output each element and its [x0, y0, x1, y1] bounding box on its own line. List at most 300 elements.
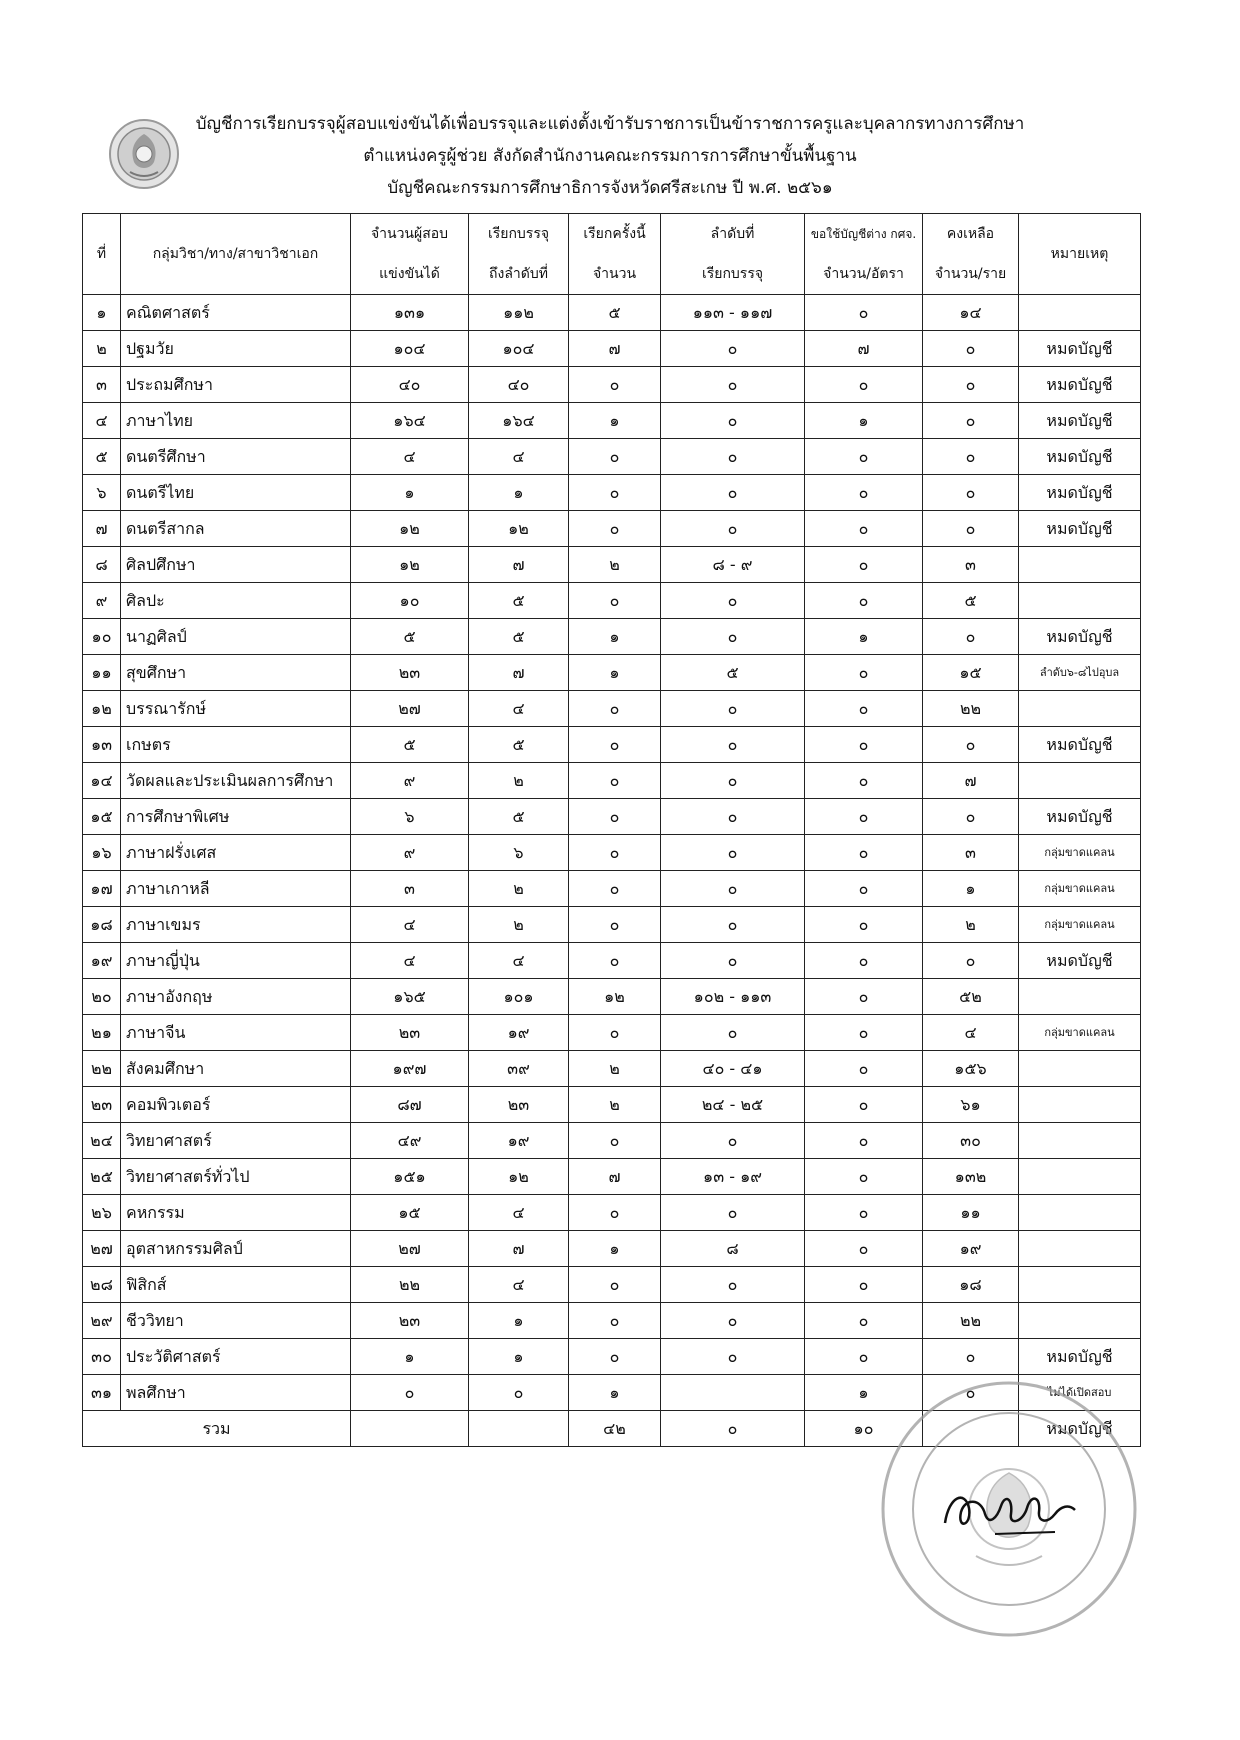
cell-passed: ๑ — [351, 475, 469, 511]
cell-called-to: ๔ — [469, 439, 569, 475]
cell-passed: ๒๒ — [351, 1267, 469, 1303]
cell-order: ๐ — [661, 403, 805, 439]
cell-no: ๒๓ — [83, 1087, 121, 1123]
cell-order: ๐ — [661, 1267, 805, 1303]
cell-order: ๐ — [661, 1015, 805, 1051]
cell-no: ๒๒ — [83, 1051, 121, 1087]
cell-subject: ภาษาอังกฤษ — [121, 979, 351, 1015]
cell-other-list: ๐ — [805, 691, 923, 727]
cell-remaining: ๐ — [923, 367, 1019, 403]
cell-remark — [1019, 1303, 1141, 1339]
cell-passed: ๑๖๔ — [351, 403, 469, 439]
cell-called-to: ๑ — [469, 475, 569, 511]
cell-called-now: ๐ — [569, 763, 661, 799]
cell-passed: ๙ — [351, 835, 469, 871]
cell-passed: ๓ — [351, 871, 469, 907]
cell-remark: หมดบัญชี — [1019, 403, 1141, 439]
cell-remaining: ๔ — [923, 1015, 1019, 1051]
cell-remaining: ๕๒ — [923, 979, 1019, 1015]
cell-remark — [1019, 691, 1141, 727]
table-row — [83, 1159, 1141, 1195]
cell-called-to: ๑ — [469, 1339, 569, 1375]
col-header-sublabel: จำนวน/อัตรา — [823, 266, 904, 282]
cell-called-to: ๑๒ — [469, 1159, 569, 1195]
cell-called-now: ๑๒ — [569, 979, 661, 1015]
col-header-sublabel: จำนวน/ราย — [934, 266, 1007, 282]
cell-order: ๐ — [661, 1303, 805, 1339]
cell-order: ๘ - ๙ — [661, 547, 805, 583]
cell-called-now: ๑ — [569, 655, 661, 691]
cell-remaining: ๐ — [923, 799, 1019, 835]
cell-other-list: ๐ — [805, 1339, 923, 1375]
cell-remaining: ๐ — [923, 331, 1019, 367]
cell-subject: วัดผลและประเมินผลการศึกษา — [121, 763, 351, 799]
cell-remaining: ๐ — [923, 403, 1019, 439]
cell-no: ๑๗ — [83, 871, 121, 907]
cell-remark: ลำดับ๖-๘ไปอุบล — [1019, 655, 1141, 691]
cell-other-list: ๑ — [805, 403, 923, 439]
cell-other-list: ๐ — [805, 1267, 923, 1303]
table-row — [83, 799, 1141, 835]
cell-called-to: ๑ — [469, 1303, 569, 1339]
table-row — [83, 439, 1141, 475]
cell-order: ๐ — [661, 799, 805, 835]
cell-subject: ภาษาญี่ปุ่น — [121, 943, 351, 979]
table-row — [83, 583, 1141, 619]
cell-order: ๐ — [661, 439, 805, 475]
header-title-line-2: ตำแหน่งครูผู้ช่วย สังกัดสำนักงานคณะกรรมการการศึกษาขั้นพื้นฐาน — [363, 146, 857, 166]
cell-remark: กลุ่มขาดแคลน — [1019, 871, 1141, 907]
total-called: ๔๒ — [569, 1411, 661, 1447]
cell-passed: ๕ — [351, 727, 469, 763]
cell-called-to: ๕ — [469, 727, 569, 763]
cell-subject: ศิลปศึกษา — [121, 547, 351, 583]
cell-remark: ไม่ได้เปิดสอบ — [1019, 1375, 1141, 1411]
cell-called-now: ๑ — [569, 1375, 661, 1411]
cell-order: ๐ — [661, 1195, 805, 1231]
cell-order: ๐ — [661, 619, 805, 655]
cell-other-list: ๐ — [805, 835, 923, 871]
cell-called-to: ๐ — [469, 1375, 569, 1411]
cell-other-list: ๐ — [805, 979, 923, 1015]
col-header-sublabel: จำนวน — [592, 266, 637, 282]
cell-no: ๑๓ — [83, 727, 121, 763]
cell-other-list: ๐ — [805, 655, 923, 691]
col-header-label: คงเหลือ — [946, 226, 995, 242]
cell-called-now: ๐ — [569, 439, 661, 475]
col-header-remark — [1019, 214, 1141, 295]
cell-passed: ๒๗ — [351, 1231, 469, 1267]
cell-passed: ๑๐ — [351, 583, 469, 619]
cell-subject: ปฐมวัย — [121, 331, 351, 367]
cell-called-now: ๐ — [569, 1123, 661, 1159]
cell-other-list: ๐ — [805, 1231, 923, 1267]
cell-remark: กลุ่มขาดแคลน — [1019, 1015, 1141, 1051]
cell-remaining: ๒๒ — [923, 691, 1019, 727]
cell-other-list: ๐ — [805, 547, 923, 583]
cell-order: ๐ — [661, 727, 805, 763]
cell-no: ๒ — [83, 331, 121, 367]
total-cell-empty — [351, 1411, 469, 1447]
cell-other-list: ๐ — [805, 727, 923, 763]
cell-subject: วิทยาศาสตร์ทั่วไป — [121, 1159, 351, 1195]
col-header-order — [661, 214, 805, 295]
cell-other-list: ๐ — [805, 1303, 923, 1339]
cell-passed: ๒๓ — [351, 1015, 469, 1051]
cell-subject: สังคมศึกษา — [121, 1051, 351, 1087]
cell-called-to: ๒ — [469, 907, 569, 943]
col-header-label: ลำดับที่ — [710, 226, 755, 242]
cell-passed: ๒๗ — [351, 691, 469, 727]
cell-order: ๐ — [661, 835, 805, 871]
col-header-label: เรียกบรรจุ — [487, 226, 550, 242]
cell-order: ๐ — [661, 1339, 805, 1375]
cell-order: ๐ — [661, 1123, 805, 1159]
cell-no: ๖ — [83, 475, 121, 511]
header-title-line-3: บัญชีคณะกรรมการศึกษาธิการจังหวัดศรีสะเกษ ปี พ.ศ. ๒๕๖๑ — [387, 178, 833, 198]
cell-called-now: ๐ — [569, 475, 661, 511]
cell-order: ๐ — [661, 871, 805, 907]
cell-remaining: ๑๓๒ — [923, 1159, 1019, 1195]
cell-other-list: ๐ — [805, 1159, 923, 1195]
cell-remark — [1019, 1051, 1141, 1087]
col-header-label: ขอใช้บัญชีต่าง กศจ. — [810, 227, 917, 241]
cell-remaining: ๓๐ — [923, 1123, 1019, 1159]
cell-order: ๐ — [661, 907, 805, 943]
cell-called-now: ๑ — [569, 403, 661, 439]
cell-passed: ๔๙ — [351, 1123, 469, 1159]
cell-order: ๑๐๒ - ๑๑๓ — [661, 979, 805, 1015]
cell-remaining: ๑ — [923, 871, 1019, 907]
cell-remark — [1019, 547, 1141, 583]
col-header-called-to — [469, 214, 569, 295]
signature-mark — [935, 1468, 1085, 1548]
cell-order: ๐ — [661, 691, 805, 727]
cell-no: ๑๒ — [83, 691, 121, 727]
table-row — [83, 367, 1141, 403]
cell-subject: นาฏศิลป์ — [121, 619, 351, 655]
cell-called-to: ๔ — [469, 691, 569, 727]
table-row — [83, 835, 1141, 871]
cell-subject: ชีววิทยา — [121, 1303, 351, 1339]
cell-remark: หมดบัญชี — [1019, 331, 1141, 367]
cell-other-list: ๐ — [805, 871, 923, 907]
cell-called-to: ๔ — [469, 943, 569, 979]
cell-other-list: ๐ — [805, 799, 923, 835]
cell-remaining: ๕ — [923, 583, 1019, 619]
cell-called-now: ๒ — [569, 547, 661, 583]
cell-called-now: ๑ — [569, 1231, 661, 1267]
cell-no: ๑๘ — [83, 907, 121, 943]
col-header-label: กลุ่มวิชา/ทาง/สาขาวิชาเอก — [152, 246, 319, 262]
header-title-line-1: บัญชีการเรียกบรรจุผู้สอบแข่งขันได้เพื่อบรรจุและแต่งตั้งเข้ารับราชการเป็นข้าราชการครูและบุคลากรทางการศึกษา — [195, 114, 1025, 134]
cell-remark: หมดบัญชี — [1019, 511, 1141, 547]
cell-remaining: ๑๙ — [923, 1231, 1019, 1267]
cell-remaining: ๑๕๖ — [923, 1051, 1019, 1087]
cell-remaining: ๓ — [923, 547, 1019, 583]
cell-passed: ๘๗ — [351, 1087, 469, 1123]
col-header-sublabel: เรียกบรรจุ — [701, 266, 764, 282]
cell-remark: หมดบัญชี — [1019, 943, 1141, 979]
cell-called-now: ๕ — [569, 295, 661, 331]
cell-called-to: ๗ — [469, 655, 569, 691]
cell-remark: หมดบัญชี — [1019, 439, 1141, 475]
cell-order: ๑๓ - ๑๙ — [661, 1159, 805, 1195]
cell-called-now: ๗ — [569, 1159, 661, 1195]
cell-remaining: ๓ — [923, 835, 1019, 871]
cell-remark — [1019, 583, 1141, 619]
cell-other-list: ๐ — [805, 907, 923, 943]
table-row — [83, 1267, 1141, 1303]
table-row — [83, 763, 1141, 799]
cell-remark — [1019, 1087, 1141, 1123]
cell-subject: ประถมศึกษา — [121, 367, 351, 403]
cell-order: ๐ — [661, 367, 805, 403]
cell-called-to: ๑๒ — [469, 511, 569, 547]
cell-subject: คอมพิวเตอร์ — [121, 1087, 351, 1123]
cell-called-now: ๗ — [569, 331, 661, 367]
total-order: ๐ — [661, 1411, 805, 1447]
cell-no: ๔ — [83, 403, 121, 439]
cell-other-list: ๐ — [805, 1051, 923, 1087]
cell-remark — [1019, 1195, 1141, 1231]
col-header-passed — [351, 214, 469, 295]
cell-other-list: ๑ — [805, 1375, 923, 1411]
cell-order: ๒๔ - ๒๕ — [661, 1087, 805, 1123]
cell-called-now: ๐ — [569, 871, 661, 907]
cell-subject: ฟิสิกส์ — [121, 1267, 351, 1303]
cell-passed: ๔ — [351, 439, 469, 475]
table-row — [83, 1231, 1141, 1267]
table-row — [83, 1087, 1141, 1123]
table-row — [83, 871, 1141, 907]
cell-remark — [1019, 1267, 1141, 1303]
cell-called-to: ๕ — [469, 799, 569, 835]
cell-remaining: ๐ — [923, 1339, 1019, 1375]
cell-passed: ๑๕ — [351, 1195, 469, 1231]
cell-remaining: ๒ — [923, 907, 1019, 943]
cell-passed: ๑๖๕ — [351, 979, 469, 1015]
cell-remark: หมดบัญชี — [1019, 367, 1141, 403]
cell-called-now: ๐ — [569, 727, 661, 763]
table-row — [83, 1339, 1141, 1375]
cell-subject: ดนตรีไทย — [121, 475, 351, 511]
cell-no: ๓๐ — [83, 1339, 121, 1375]
cell-called-now: ๑ — [569, 619, 661, 655]
cell-subject: ภาษาฝรั่งเศส — [121, 835, 351, 871]
cell-order: ๐ — [661, 763, 805, 799]
cell-called-now: ๐ — [569, 1015, 661, 1051]
cell-other-list: ๐ — [805, 367, 923, 403]
cell-other-list: ๐ — [805, 511, 923, 547]
cell-remaining: ๐ — [923, 511, 1019, 547]
cell-subject: คหกรรม — [121, 1195, 351, 1231]
cell-subject: อุตสาหกรรมศิลป์ — [121, 1231, 351, 1267]
cell-no: ๒๕ — [83, 1159, 121, 1195]
total-note: หมดบัญชี — [1019, 1411, 1141, 1447]
col-header-subject — [121, 214, 351, 295]
cell-remark — [1019, 1231, 1141, 1267]
col-header-label: หมายเหตุ — [1050, 246, 1109, 262]
cell-called-now: ๐ — [569, 1267, 661, 1303]
cell-remaining: ๐ — [923, 619, 1019, 655]
cell-subject: ดนตรีศึกษา — [121, 439, 351, 475]
cell-called-to: ๕ — [469, 619, 569, 655]
cell-other-list: ๐ — [805, 763, 923, 799]
cell-remaining: ๐ — [923, 943, 1019, 979]
cell-called-to: ๗ — [469, 547, 569, 583]
cell-remaining: ๐ — [923, 475, 1019, 511]
cell-no: ๑๐ — [83, 619, 121, 655]
cell-other-list: ๐ — [805, 943, 923, 979]
cell-other-list: ๑ — [805, 619, 923, 655]
table-row — [83, 1195, 1141, 1231]
cell-called-now: ๐ — [569, 943, 661, 979]
cell-passed: ๑๙๗ — [351, 1051, 469, 1087]
col-header-label: จำนวนผู้สอบ — [370, 226, 449, 242]
col-header-remaining — [923, 214, 1019, 295]
cell-passed: ๕ — [351, 619, 469, 655]
cell-order: ๐ — [661, 331, 805, 367]
col-header-called-now — [569, 214, 661, 295]
cell-passed: ๔๐ — [351, 367, 469, 403]
cell-called-to: ๗ — [469, 1231, 569, 1267]
col-header-other-list — [805, 214, 923, 295]
cell-subject: เกษตร — [121, 727, 351, 763]
cell-no: ๓๑ — [83, 1375, 121, 1411]
document-header — [80, 108, 1140, 204]
cell-subject: ภาษาไทย — [121, 403, 351, 439]
cell-no: ๒๐ — [83, 979, 121, 1015]
cell-no: ๒๗ — [83, 1231, 121, 1267]
cell-remaining: ๐ — [923, 1375, 1019, 1411]
cell-called-to: ๒ — [469, 871, 569, 907]
cell-order: ๐ — [661, 511, 805, 547]
cell-no: ๒๖ — [83, 1195, 121, 1231]
cell-passed: ๐ — [351, 1375, 469, 1411]
cell-called-now: ๐ — [569, 691, 661, 727]
col-header-sublabel: แข่งขันได้ — [379, 266, 440, 282]
cell-remaining: ๑๑ — [923, 1195, 1019, 1231]
table-body — [83, 295, 1141, 1411]
cell-no: ๑๖ — [83, 835, 121, 871]
table-row — [83, 943, 1141, 979]
cell-remaining: ๑๘ — [923, 1267, 1019, 1303]
col-header-sublabel: ถึงลำดับที่ — [489, 266, 548, 282]
cell-order: ๐ — [661, 943, 805, 979]
cell-called-to: ๒ — [469, 763, 569, 799]
cell-passed: ๙ — [351, 763, 469, 799]
cell-passed: ๑ — [351, 1339, 469, 1375]
cell-order: ๐ — [661, 475, 805, 511]
cell-other-list: ๐ — [805, 1195, 923, 1231]
cell-subject: ภาษาเขมร — [121, 907, 351, 943]
cell-other-list: ๐ — [805, 475, 923, 511]
cell-remaining: ๑๕ — [923, 655, 1019, 691]
table-row — [83, 403, 1141, 439]
cell-no: ๒๘ — [83, 1267, 121, 1303]
table-row — [83, 475, 1141, 511]
cell-remark: หมดบัญชี — [1019, 475, 1141, 511]
recruitment-table — [82, 213, 1141, 1447]
cell-passed: ๒๓ — [351, 1303, 469, 1339]
cell-passed: ๑๒ — [351, 511, 469, 547]
cell-called-to: ๔ — [469, 1195, 569, 1231]
cell-remaining: ๒๒ — [923, 1303, 1019, 1339]
cell-no: ๓ — [83, 367, 121, 403]
cell-subject: การศึกษาพิเศษ — [121, 799, 351, 835]
cell-subject: ดนตรีสากล — [121, 511, 351, 547]
cell-remark: หมดบัญชี — [1019, 1339, 1141, 1375]
cell-called-now: ๐ — [569, 511, 661, 547]
cell-called-now: ๒ — [569, 1051, 661, 1087]
table-row — [83, 727, 1141, 763]
cell-called-to: ๔ — [469, 1267, 569, 1303]
total-cell-empty — [469, 1411, 569, 1447]
cell-called-now: ๐ — [569, 583, 661, 619]
cell-order: ๕ — [661, 655, 805, 691]
cell-no: ๑๕ — [83, 799, 121, 835]
cell-called-now: ๐ — [569, 799, 661, 835]
cell-other-list: ๗ — [805, 331, 923, 367]
cell-remaining: ๐ — [923, 439, 1019, 475]
cell-called-now: ๐ — [569, 367, 661, 403]
table-row — [83, 655, 1141, 691]
cell-remark: กลุ่มขาดแคลน — [1019, 907, 1141, 943]
cell-subject: พลศึกษา — [121, 1375, 351, 1411]
cell-subject: ภาษาจีน — [121, 1015, 351, 1051]
cell-remark: กลุ่มขาดแคลน — [1019, 835, 1141, 871]
cell-subject: ศิลปะ — [121, 583, 351, 619]
cell-other-list: ๐ — [805, 1015, 923, 1051]
table-row — [83, 907, 1141, 943]
cell-no: ๑๔ — [83, 763, 121, 799]
cell-other-list: ๐ — [805, 439, 923, 475]
cell-order: ๐ — [661, 583, 805, 619]
cell-no: ๒๙ — [83, 1303, 121, 1339]
cell-other-list: ๐ — [805, 1123, 923, 1159]
cell-passed: ๔ — [351, 943, 469, 979]
cell-passed: ๒๓ — [351, 655, 469, 691]
table-row — [83, 619, 1141, 655]
cell-no: ๑ — [83, 295, 121, 331]
cell-remark — [1019, 295, 1141, 331]
cell-called-to: ๑๙ — [469, 1123, 569, 1159]
table-row — [83, 295, 1141, 331]
table-row — [83, 1015, 1141, 1051]
cell-remaining: ๐ — [923, 727, 1019, 763]
cell-called-to: ๔๐ — [469, 367, 569, 403]
cell-called-to: ๑๑๒ — [469, 295, 569, 331]
cell-other-list: ๐ — [805, 583, 923, 619]
cell-remark: หมดบัญชี — [1019, 799, 1141, 835]
cell-remark: หมดบัญชี — [1019, 727, 1141, 763]
cell-subject: คณิตศาสตร์ — [121, 295, 351, 331]
cell-order: ๘ — [661, 1231, 805, 1267]
table-row — [83, 511, 1141, 547]
cell-no: ๑๑ — [83, 655, 121, 691]
cell-no: ๒๔ — [83, 1123, 121, 1159]
cell-called-to: ๓๙ — [469, 1051, 569, 1087]
cell-passed: ๔ — [351, 907, 469, 943]
cell-subject: ประวัติศาสตร์ — [121, 1339, 351, 1375]
table-row — [83, 691, 1141, 727]
cell-remark — [1019, 979, 1141, 1015]
cell-called-now: ๐ — [569, 835, 661, 871]
cell-called-now: ๐ — [569, 1195, 661, 1231]
cell-subject: บรรณารักษ์ — [121, 691, 351, 727]
cell-no: ๘ — [83, 547, 121, 583]
